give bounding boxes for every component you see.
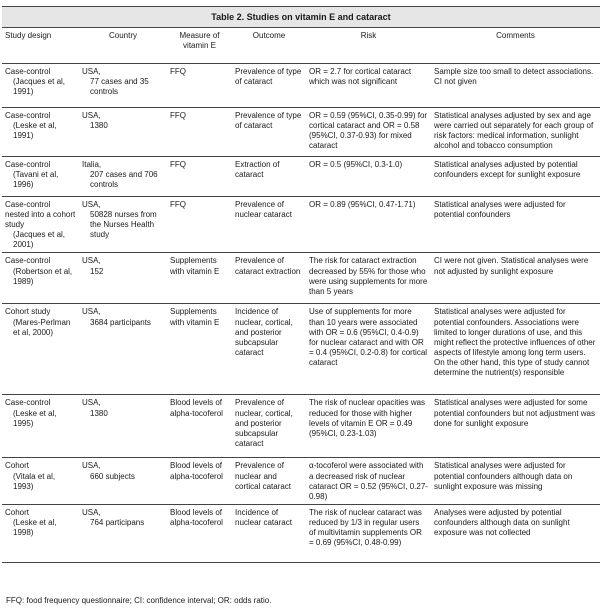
study-reference: (Robertson et al, 1989) — [13, 266, 73, 286]
study-design-text: Cohort — [5, 507, 30, 517]
study-design-text: Case-control — [5, 111, 51, 120]
study-design-text: Cohort — [5, 461, 30, 471]
table-row — [2, 253, 600, 304]
cell-comments: CI were not given. Statistical analyses were not adjusted by sunlight exposure — [431, 253, 600, 304]
country-sample: 50828 nurses from the Nurses Health study — [90, 210, 157, 240]
country-sample: 207 cases and 706 controls — [90, 170, 158, 190]
table-row — [2, 197, 600, 253]
cell-outcome: Prevalence of nuclear cataract — [232, 197, 306, 253]
country-name: USA, — [82, 507, 101, 517]
table-body — [2, 64, 600, 563]
cell-risk: OR = 0.89 (95%CI, 0.47-1.71) — [306, 197, 431, 253]
cell-comments: Statistical analyses were adjusted for some potential confounders but not adjustment was done for sunlight exposure — [431, 395, 600, 458]
cell-country — [79, 253, 167, 304]
country-name: USA, — [82, 461, 101, 471]
table-row — [2, 504, 600, 562]
country-sample: 77 cases and 35 controls — [90, 77, 149, 97]
country-sample: 660 subjects — [90, 471, 135, 481]
header-study-design: Study design — [2, 28, 79, 64]
cell-country — [79, 304, 167, 395]
cell-country — [79, 504, 167, 562]
table-row — [2, 108, 600, 157]
cell-study-design — [2, 504, 79, 562]
study-reference: (Tavani et al, 1996) — [13, 170, 59, 190]
study-reference: (Leske et al, 1995) — [13, 408, 57, 428]
cell-comments: Statistical analyses adjusted by sex and age were carried out separately for each group of risk factors: medical information, sunlight alcohol and tobacco consumption — [431, 108, 600, 157]
country-name: USA, — [82, 67, 101, 76]
country-sample: 764 participans — [90, 517, 145, 527]
cell-study-design — [2, 64, 79, 108]
table-row — [2, 304, 600, 395]
cell-risk: OR = 2.7 for cortical cataract which was not significant — [306, 64, 431, 108]
study-design-text: Cohort study — [5, 307, 51, 317]
study-design-text: Case-control — [5, 67, 51, 76]
cell-measure: FFQ — [167, 157, 232, 197]
cell-outcome: Prevalence of nuclear, cortical, and posterior subcapsular cataract — [232, 395, 306, 458]
country-sample: 1380 — [90, 121, 108, 131]
study-reference: (Leske et al, 1998) — [13, 517, 57, 538]
cell-study-design — [2, 395, 79, 458]
cell-country — [79, 64, 167, 108]
country-sample: 3684 participants — [90, 317, 151, 327]
cell-measure: Blood levels of alpha-tocoferol — [167, 504, 232, 562]
country-name: USA, — [82, 200, 101, 209]
cell-measure: Blood levels of alpha-tocoferol — [167, 458, 232, 504]
table-row — [2, 458, 600, 504]
cell-risk: α-tocoferol were associated with a decreased risk of nuclear cataract OR = 0.52 (95%CI, 0.27-0.98) — [306, 458, 431, 504]
cell-outcome: Prevalence of cataract extraction — [232, 253, 306, 304]
cell-country — [79, 197, 167, 253]
cell-comments: Statistical analyses were adjusted for potential confounders although data on sunlight exposure was missing — [431, 458, 600, 504]
country-sample: 152 — [90, 266, 104, 276]
study-reference: (Jacques et al, 2001) — [13, 230, 66, 250]
country-name: USA, — [82, 398, 101, 408]
header-outcome: Outcome — [232, 28, 306, 64]
cell-measure: Supplements with vitamin E — [167, 304, 232, 395]
cell-outcome: Incidence of nuclear, cortical, and posterior subcapsular cataract — [232, 304, 306, 395]
cell-measure: FFQ — [167, 108, 232, 157]
cell-measure: FFQ — [167, 197, 232, 253]
cell-outcome: Prevalence of type of cataract — [232, 108, 306, 157]
cell-comments: Statistical analyses were adjusted for potential confounders — [431, 197, 600, 253]
cell-risk: Use of supplements for more than 10 years were associated with OR = 0.6 (95%CI, 0.4-0.9) for nuclear cataract and with OR = 0.4 (95%CI, 0.2-0.8) for cortical cataract — [306, 304, 431, 395]
footnote: FFQ: food frequency questionnaire; CI: confidence interval; OR: odds ratio. — [6, 596, 272, 605]
country-name: USA, — [82, 307, 101, 317]
study-design-text: Case-control — [5, 160, 51, 169]
cell-study-design — [2, 304, 79, 395]
header-row — [2, 28, 600, 64]
study-reference: (Mares-Perlman et al, 2000) — [13, 317, 71, 337]
cell-risk: The risk of nuclear opacities was reduced for those with higher levels of vitamin E OR = 0.49 (95%CI, 0.23-1.03) — [306, 395, 431, 458]
table-row — [2, 157, 600, 197]
cell-measure: Supplements with vitamin E — [167, 253, 232, 304]
table-row — [2, 64, 600, 108]
cell-country — [79, 458, 167, 504]
header-measure: Measure of vitamin E — [167, 28, 232, 64]
studies-table — [2, 28, 600, 563]
cell-outcome: Prevalence of type of cataract — [232, 64, 306, 108]
study-reference: (Vitala et al, 1993) — [13, 471, 56, 491]
cell-measure: Blood levels of alpha-tocoferol — [167, 395, 232, 458]
study-design-text: Case-control — [5, 256, 51, 266]
study-reference: (Leske et al, 1991) — [13, 121, 57, 141]
study-design-text: Case-control nested into a cohort study — [5, 200, 76, 230]
cell-study-design — [2, 157, 79, 197]
cell-risk: OR = 0.5 (95%CI, 0.3-1.0) — [306, 157, 431, 197]
header-country: Country — [79, 28, 167, 64]
cell-comments: Analyses were adjusted by potential confounders although data on sunlight exposure was not collected — [431, 504, 600, 562]
country-name: USA, — [82, 256, 101, 266]
cell-outcome: Incidence of nuclear cataract — [232, 504, 306, 562]
cell-study-design — [2, 253, 79, 304]
cell-comments: Statistical analyses adjusted by potential confounders except for sunlight exposure — [431, 157, 600, 197]
cell-risk: The risk for cataract extraction decreased by 55% for those who were using supplements for more than 5 years — [306, 253, 431, 304]
cell-risk: The risk of nuclear cataract was reduced by 1/3 in regular users of multivitamin supplements OR = 0.69 (95%CI, 0.48-0.99) — [306, 504, 431, 562]
country-name: Italia, — [82, 160, 102, 169]
country-name: USA, — [82, 111, 101, 120]
cell-outcome: Extraction of cataract — [232, 157, 306, 197]
cell-country — [79, 108, 167, 157]
cell-country — [79, 395, 167, 458]
header-risk: Risk — [306, 28, 431, 64]
cell-country — [79, 157, 167, 197]
header-comments: Comments — [431, 28, 600, 64]
cell-comments: Statistical analyses were adjusted for potential confounders. Associations were limited to longer durations of use, and this might reflect the protective influences of other aspects of lifestyle among long term users. On the other hand, this type of study cannot determine the nutrient(s) responsible — [431, 304, 600, 395]
country-sample: 1380 — [90, 408, 108, 418]
cell-study-design — [2, 458, 79, 504]
cell-comments: Sample size too small to detect associations. CI not given — [431, 64, 600, 108]
cell-outcome: Prevalence of nuclear and cortical cataract — [232, 458, 306, 504]
table-row — [2, 395, 600, 458]
cell-study-design — [2, 108, 79, 157]
study-design-text: Case-control — [5, 398, 51, 408]
cell-study-design — [2, 197, 79, 253]
study-reference: (Jacques et al, 1991) — [13, 77, 66, 97]
cell-measure: FFQ — [167, 64, 232, 108]
table-title: Table 2. Studies on vitamin E and cataract — [2, 6, 600, 28]
cell-risk: OR = 0.59 (95%CI, 0.35-0.99) for cortical cataract and OR = 0.58 (95%CI, 0.37-0.93) for mixed cataract — [306, 108, 431, 157]
